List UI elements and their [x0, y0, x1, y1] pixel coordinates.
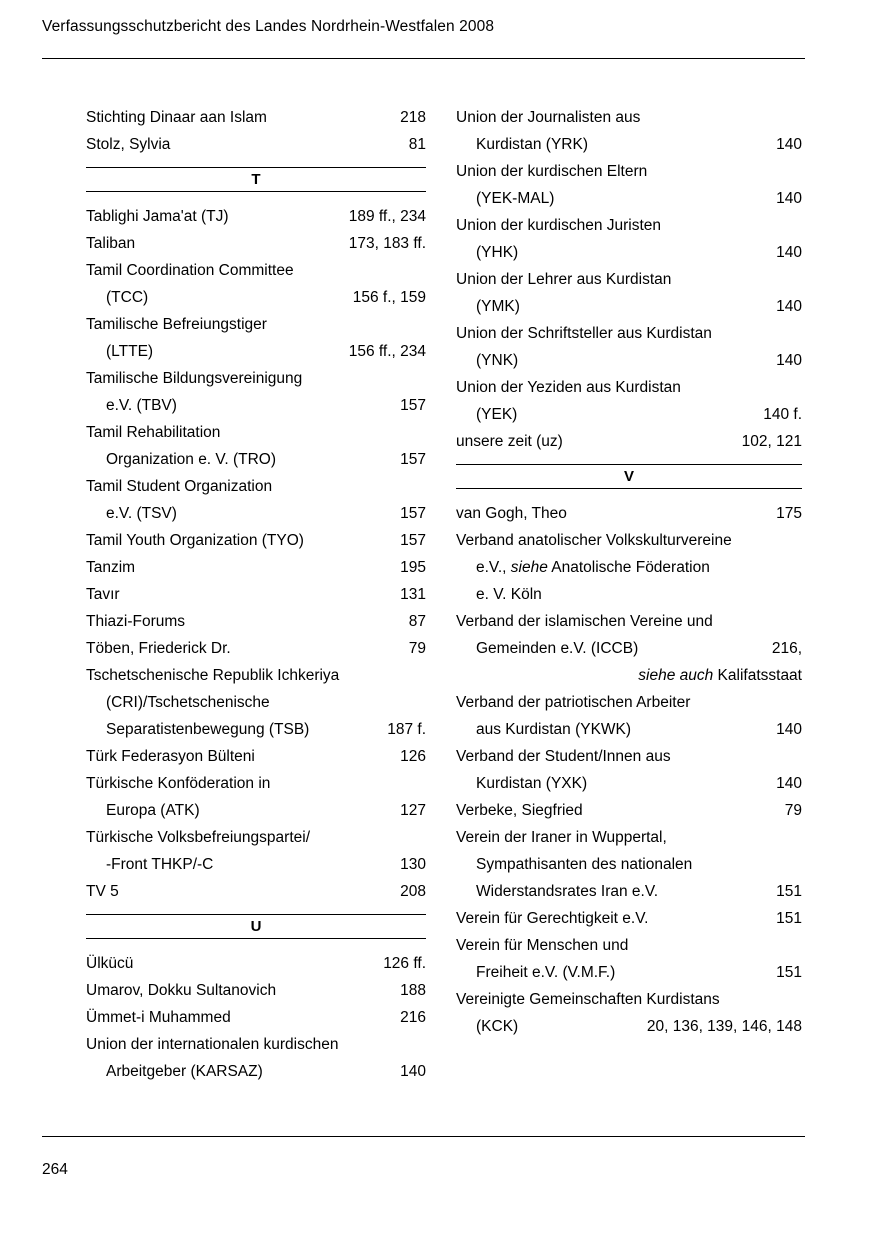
index-entry-term: e.V. (TBV) — [106, 397, 177, 414]
index-entry-line — [456, 608, 802, 635]
index-entry-pages: 208 — [400, 883, 426, 900]
index-entry-pages: 140 — [776, 775, 802, 792]
index-entry[interactable] — [456, 374, 802, 428]
index-entry-term: Stolz, Sylvia — [86, 136, 171, 153]
index-entry-term: (YEK) — [476, 406, 518, 423]
index-entry-line — [456, 158, 802, 185]
index-entry-term: Kurdistan (YXK) — [476, 775, 588, 792]
index-entry-pages: 140 — [776, 136, 802, 153]
index-entry[interactable] — [456, 104, 802, 158]
index-entry-term: Widerstandsrates Iran e.V. — [476, 883, 659, 900]
index-entry-line — [456, 743, 802, 770]
index-entry-pages: 189 ff., 234 — [348, 208, 426, 225]
index-entry-pages: 157 — [400, 397, 426, 414]
index-entry-line — [86, 473, 426, 500]
index-entry-line — [456, 527, 802, 554]
index-entry-line — [86, 851, 426, 878]
index-entry-line — [86, 1031, 426, 1058]
index-entry-term: Verbeke, Siegfried — [456, 802, 583, 819]
index-entry-line — [456, 239, 802, 266]
index-entry-term: van Gogh, Theo — [456, 505, 567, 522]
index-entry-line — [86, 527, 426, 554]
index-entry-line — [86, 365, 426, 392]
index-column-right — [456, 104, 802, 1040]
index-entry[interactable] — [456, 266, 802, 320]
index-entry-pages: 157 — [400, 532, 426, 549]
index-entry-term: Kurdistan (YRK) — [476, 136, 588, 153]
index-entry-pages: 218 — [400, 109, 426, 126]
index-entry-line — [86, 689, 426, 716]
index-entry-term: (YNK) — [476, 352, 519, 369]
index-entry-pages: 156 f., 159 — [352, 289, 426, 306]
index-entry-line — [86, 1004, 426, 1031]
index-entry[interactable] — [456, 824, 802, 905]
index-entry-term: (TCC) — [106, 289, 149, 306]
index-entry[interactable] — [86, 131, 426, 158]
index-entry-line — [456, 293, 802, 320]
index-entry[interactable] — [456, 158, 802, 212]
index-entry-line — [86, 257, 426, 284]
index-entry[interactable] — [456, 932, 802, 986]
index-entry[interactable] — [456, 320, 802, 374]
index-entry-line — [86, 662, 426, 689]
index-entry-term: (KCK) — [476, 1018, 519, 1035]
index-entry-pages: 216, — [771, 640, 802, 657]
index-entry-line — [456, 554, 802, 581]
index-entry-pages: 140 — [776, 244, 802, 261]
index-entry-term: Union der Schriftsteller aus Kurdistan — [456, 325, 712, 342]
header-divider-rule — [42, 58, 805, 59]
index-entry[interactable] — [86, 635, 426, 662]
index-entry-line — [86, 950, 426, 977]
index-entry-term: Verein für Gerechtigkeit e.V. — [456, 910, 649, 927]
index-entry-term: (LTTE) — [106, 343, 154, 360]
index-entry-term: Union der kurdischen Juristen — [456, 217, 662, 234]
index-entry[interactable] — [86, 473, 426, 527]
index-entry[interactable] — [86, 878, 426, 905]
index-entry-term: Tamilische Befreiungstiger — [86, 316, 267, 333]
index-entry-line — [86, 878, 426, 905]
index-entry-term: Türkische Volksbefreiungspartei/ — [86, 829, 311, 846]
index-entry-term: Freiheit e.V. (V.M.F.) — [476, 964, 616, 981]
index-entry-line — [86, 284, 426, 311]
section-letter: V — [623, 468, 634, 485]
index-entry-line — [456, 320, 802, 347]
index-entry-line — [456, 662, 802, 689]
index-entry-line — [456, 581, 802, 608]
index-entry-line — [456, 266, 802, 293]
index-column-left — [86, 104, 426, 1085]
index-entry-term: Tschetschenische Republik Ichkeriya — [86, 667, 340, 684]
index-entry-term: Verband der Student/Innen aus — [456, 748, 671, 765]
index-entry-term: Verein für Menschen und — [456, 937, 629, 954]
index-entry-term: Tanzim — [86, 559, 136, 576]
index-entry[interactable] — [456, 905, 802, 932]
index-entry-term: Europa (ATK) — [106, 802, 200, 819]
index-entry-line — [456, 851, 802, 878]
index-entry-line — [86, 554, 426, 581]
index-entry[interactable] — [86, 824, 426, 878]
footer-divider-rule — [42, 1136, 805, 1137]
index-entry-term: Türk Federasyon Bülteni — [86, 748, 255, 765]
index-entry-term: Verband der islamischen Vereine und — [456, 613, 713, 630]
index-entry-term: Ümmet-i Muhammed — [86, 1009, 231, 1026]
index-entry-pages: 187 f. — [387, 721, 426, 738]
index-entry-term: Ülkücü — [86, 955, 134, 972]
index-entry-pages: 140 — [776, 352, 802, 369]
section-rule-bottom — [86, 938, 426, 939]
section-divider — [456, 464, 802, 489]
index-entry-line — [456, 374, 802, 401]
index-entry-line — [86, 104, 426, 131]
index-entry-line — [456, 185, 802, 212]
index-entry-line — [456, 347, 802, 374]
section-letter: T — [251, 171, 261, 188]
index-entry-line — [456, 932, 802, 959]
index-entry-line — [86, 581, 426, 608]
index-entry-line — [456, 797, 802, 824]
index-entry-pages: 140 — [400, 1063, 426, 1080]
index-entry-term: Tamil Student Organization — [86, 478, 273, 495]
index-entry-line — [86, 338, 426, 365]
section-divider — [86, 167, 426, 192]
index-entry-pages: 140 — [776, 721, 802, 738]
index-entry-line — [86, 203, 426, 230]
index-entry-term: TV 5 — [86, 883, 119, 900]
index-entry-line — [86, 770, 426, 797]
index-entry-line — [456, 986, 802, 1013]
index-entry[interactable] — [456, 986, 802, 1040]
index-entry-term: Türkische Konföderation in — [86, 775, 271, 792]
index-entry-line — [456, 905, 802, 932]
index-entry-pages: 126 — [400, 748, 426, 765]
index-entry-line — [456, 635, 802, 662]
index-entry-line — [86, 500, 426, 527]
index-entry-line — [86, 797, 426, 824]
index-entry-line — [86, 311, 426, 338]
index-entry-term: (YMK) — [476, 298, 520, 315]
section-rule-bottom — [456, 488, 802, 489]
index-entry-pages: 173, 183 ff. — [348, 235, 426, 252]
index-entry[interactable] — [86, 419, 426, 473]
index-entry-term: Union der Journalisten aus — [456, 109, 641, 126]
index-entry-term: e. V. Köln — [476, 586, 542, 603]
index-entry-term: (CRI)/Tschetschenische — [106, 694, 270, 711]
index-entry-line — [456, 1013, 802, 1040]
index-entry-term: Vereinigte Gemeinschaften Kurdistans — [456, 991, 720, 1008]
index-entry-pages: 151 — [776, 910, 802, 927]
index-entry-line — [86, 419, 426, 446]
index-entry[interactable] — [86, 977, 426, 1004]
index-entry[interactable] — [86, 230, 426, 257]
index-entry[interactable] — [456, 689, 802, 743]
index-entry-term: Verband anatolischer Volkskulturvereine — [456, 532, 732, 549]
running-header-title: Verfassungsschutzbericht des Landes Nordrhein-Westfalen 2008 — [42, 18, 495, 35]
index-entry-line — [86, 392, 426, 419]
index-entry[interactable] — [456, 608, 802, 689]
index-entry[interactable] — [86, 662, 426, 743]
index-entry-line — [456, 500, 802, 527]
index-entry-term: -Front THKP/-C — [106, 856, 214, 873]
index-entry-pages: 79 — [784, 802, 802, 819]
index-entry-term: Tamil Rehabilitation — [86, 424, 221, 441]
index-entry[interactable] — [86, 365, 426, 419]
index-entry-pages: 216 — [400, 1009, 426, 1026]
index-entry-term: Verein der Iraner in Wuppertal, — [456, 829, 667, 846]
index-entry[interactable] — [86, 1004, 426, 1031]
index-entry-term: Tamil Youth Organization (TYO) — [86, 532, 304, 549]
index-entry-term: Taliban — [86, 235, 136, 252]
index-entry-pages: 140 — [776, 190, 802, 207]
index-entry-line — [86, 824, 426, 851]
index-entry-line — [86, 1058, 426, 1085]
index-entry-line — [86, 131, 426, 158]
index-entry-term: e.V. (TSV) — [106, 505, 177, 522]
index-entry-line — [86, 446, 426, 473]
index-entry-term: unsere zeit (uz) — [456, 433, 563, 450]
index-entry-line — [86, 977, 426, 1004]
index-entry-line — [86, 608, 426, 635]
index-entry-term: Organization e. V. (TRO) — [106, 451, 276, 468]
index-entry[interactable] — [86, 311, 426, 365]
index-entry-pages: 20, 136, 139, 146, 148 — [646, 1018, 802, 1035]
index-entry-term: Stichting Dinaar aan Islam — [86, 109, 267, 126]
index-entry-term: (YEK-MAL) — [476, 190, 555, 207]
index-entry-pages: 131 — [400, 586, 426, 603]
index-entry-line — [456, 689, 802, 716]
index-entry-pages: 126 ff. — [383, 955, 426, 972]
index-entry-pages: 151 — [776, 964, 802, 981]
index-entry-term: Arbeitgeber (KARSAZ) — [106, 1063, 263, 1080]
index-entry[interactable] — [456, 527, 802, 608]
section-rule-bottom — [86, 191, 426, 192]
index-entry[interactable] — [86, 554, 426, 581]
index-entry[interactable] — [86, 104, 426, 131]
index-entry-term: Gemeinden e.V. (ICCB) — [476, 640, 639, 657]
running-header — [42, 16, 805, 38]
index-entry-term: Union der Lehrer aus Kurdistan — [456, 271, 672, 288]
index-entry-pages: 156 ff., 234 — [348, 343, 426, 360]
index-entry-pages: 79 — [408, 640, 426, 657]
index-entry-term: Separatistenbewegung (TSB) — [106, 721, 310, 738]
index-entry-line — [456, 212, 802, 239]
index-entry-line — [456, 824, 802, 851]
index-entry[interactable] — [456, 428, 802, 455]
index-entry[interactable] — [456, 797, 802, 824]
page-number: 264 — [42, 1161, 68, 1178]
index-entry-pages: 130 — [400, 856, 426, 873]
section-letter: U — [250, 918, 262, 935]
index-entry[interactable] — [456, 743, 802, 797]
index-entry[interactable] — [86, 770, 426, 824]
index-entry-pages: 175 — [776, 505, 802, 522]
index-entry[interactable] — [86, 203, 426, 230]
index-entry-line — [86, 230, 426, 257]
index-entry-line — [456, 959, 802, 986]
index-entry-term: Sympathisanten des nationalen — [476, 856, 693, 873]
index-entry[interactable] — [86, 257, 426, 311]
index-entry-term: Thiazi-Forums — [86, 613, 186, 630]
index-entry-term: Tamilische Bildungsvereinigung — [86, 370, 303, 387]
index-entry-pages: 195 — [400, 559, 426, 576]
index-entry-term: Union der internationalen kurdischen — [86, 1036, 339, 1053]
index-entry-term: e.V., siehe Anatolische Föderation — [476, 559, 710, 576]
index-entry-pages: 151 — [776, 883, 802, 900]
index-entry-line — [456, 878, 802, 905]
index-entry-pages: 87 — [408, 613, 426, 630]
index-entry-line — [456, 401, 802, 428]
index-entry-pages: 140 f. — [763, 406, 802, 423]
index-entry-pages: 81 — [408, 136, 426, 153]
index-entry-line — [456, 770, 802, 797]
index-entry-pages: 157 — [400, 451, 426, 468]
index-entry-term: siehe auch Kalifatsstaat — [638, 667, 802, 684]
index-entry[interactable] — [86, 743, 426, 770]
index-entry[interactable] — [86, 1031, 426, 1085]
index-entry-line — [86, 635, 426, 662]
index-entry-term: (YHK) — [476, 244, 519, 261]
index-entry-term: Tavır — [86, 586, 120, 603]
index-entry-pages: 102, 121 — [741, 433, 802, 450]
index-entry-term: Verband der patriotischen Arbeiter — [456, 694, 691, 711]
index-entry[interactable] — [86, 527, 426, 554]
index-entry[interactable] — [86, 608, 426, 635]
index-entry-pages: 127 — [400, 802, 426, 819]
index-entry-line — [86, 743, 426, 770]
index-entry[interactable] — [456, 500, 802, 527]
index-entry-line — [456, 428, 802, 455]
index-entry[interactable] — [456, 212, 802, 266]
index-entry-pages: 157 — [400, 505, 426, 522]
index-entry-term: Union der Yeziden aus Kurdistan — [456, 379, 681, 396]
index-entry-line — [456, 104, 802, 131]
index-entry-term: Tablighi Jama'at (TJ) — [86, 208, 229, 225]
section-divider — [86, 914, 426, 939]
index-entry-term: Union der kurdischen Eltern — [456, 163, 648, 180]
index-entry[interactable] — [86, 950, 426, 977]
index-entry-pages: 188 — [400, 982, 426, 999]
index-entry-line — [86, 716, 426, 743]
index-entry-pages: 140 — [776, 298, 802, 315]
index-entry-line — [456, 131, 802, 158]
index-entry-line — [456, 716, 802, 743]
index-entry-term: Umarov, Dokku Sultanovich — [86, 982, 277, 999]
index-entry-term: aus Kurdistan (YKWK) — [476, 721, 632, 738]
index-entry-term: Tamil Coordination Committee — [86, 262, 294, 279]
index-entry[interactable] — [86, 581, 426, 608]
index-entry-term: Töben, Friederick Dr. — [86, 640, 231, 657]
